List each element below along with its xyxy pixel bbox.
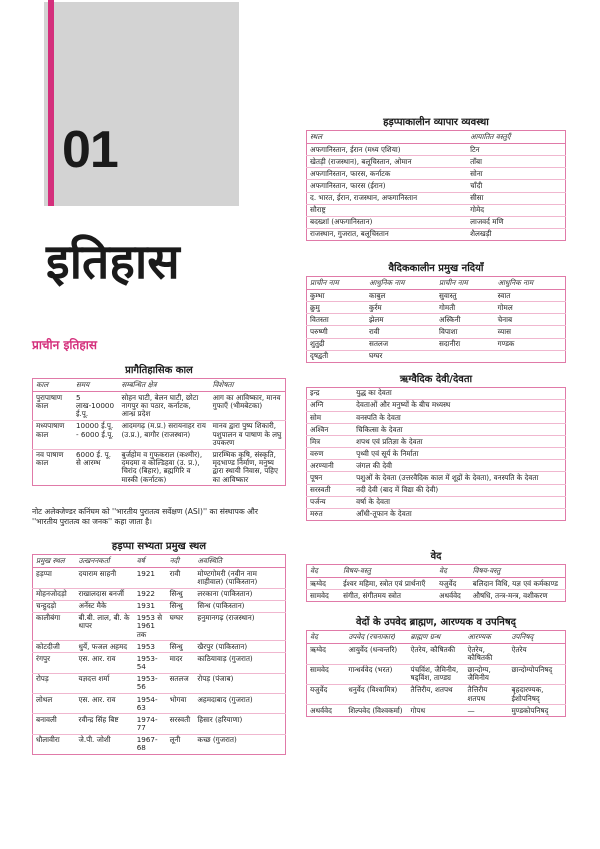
table-cell: विपाशा xyxy=(436,326,495,338)
table-cell: चाँदी xyxy=(467,180,565,192)
table-cell: धनुर्वेद (विश्वामित्र) xyxy=(345,684,407,704)
table-row xyxy=(307,168,566,180)
table-cell: बी.बी. लाल, बी. के थापर xyxy=(76,612,134,641)
table-header-row xyxy=(307,631,566,644)
table-row xyxy=(307,192,566,204)
harappan-sites-table xyxy=(32,538,286,755)
table-row xyxy=(307,350,566,362)
table-cell: खैरपुर (पाकिस्तान) xyxy=(194,641,285,653)
table-cell: स्वात xyxy=(495,290,566,302)
table-cell: लोथल xyxy=(33,694,76,714)
table-title: हड़प्पाकालीन व्यापार व्यवस्था xyxy=(383,117,489,128)
table-row xyxy=(307,400,566,412)
table-cell: गोपथ xyxy=(410,705,426,715)
table-cell: धौलावीरा xyxy=(36,735,60,745)
table-cell: पुरापाषाण काल xyxy=(33,392,73,421)
table-cell: आँधी-तूफान के देवता xyxy=(356,509,412,519)
table-cell: हिसार (हरियाणा) xyxy=(194,714,285,734)
table-row xyxy=(307,472,566,484)
table-cell: कच्छ (गुजरात) xyxy=(197,735,237,745)
table-row xyxy=(33,588,286,600)
table-cell: संगीत, संगीतमय स्त्रोत xyxy=(343,590,401,600)
table-cell: सोम xyxy=(307,412,354,424)
table-cell: मोण्टगोमरी (नवीन नाम शाहीवाल) (पाकिस्तान) xyxy=(194,568,285,588)
table-cell: हड़प्पा xyxy=(33,568,76,588)
table-cell: तैत्तिरीय, शतपथ xyxy=(408,684,465,704)
column-header: काल xyxy=(33,379,73,392)
vedas-table xyxy=(306,548,566,602)
table-cell: सतलज xyxy=(366,338,436,350)
table-cell: कुम्भा xyxy=(307,290,366,302)
table-cell: अथर्ववेद xyxy=(310,705,332,715)
table-title: हड़प्पा सभ्यता प्रमुख स्थल xyxy=(111,541,207,552)
table-cell: घग्घर xyxy=(368,350,383,360)
table-cell: नव पाषाण काल xyxy=(36,449,64,468)
chapter-accent-bar xyxy=(48,0,54,206)
harappan-trade-table xyxy=(306,114,566,241)
table-cell: गोमल xyxy=(495,302,566,314)
table-cell: इन्द्र xyxy=(307,388,354,400)
table-row xyxy=(307,496,566,508)
column-header: वेद xyxy=(307,631,346,644)
table-cell: यज्ञदत्त शर्मा xyxy=(76,673,134,693)
table-cell: औषधि, तन्त्र-मन्त्र, वशीकरण xyxy=(472,590,548,600)
note-text: नोट अलेक्जेण्डर कनिंघम को ''भारतीय पुरातत्व सर्वेक्षण (ASI)'' का संस्थापक और ''भारतीय पुरातत्व का जनक'' कहा जाता है। xyxy=(32,507,258,526)
table-header-row xyxy=(307,131,566,144)
table-cell: पर्जन्य xyxy=(307,496,354,508)
table-cell: शुतुद्री xyxy=(307,338,366,350)
table-cell: गोमेद xyxy=(467,204,565,216)
table-cell: कोटदीजी xyxy=(33,641,76,653)
table-cell: 1953-54 xyxy=(134,653,167,673)
table-cell: सदानीरा xyxy=(436,338,495,350)
table-cell: अफगानिस्तान, फारस (ईरान) xyxy=(307,180,468,192)
table-cell: मानव द्वारा पुष्प शिकारी, पशुपालन व पाषाण के लघु उपकरण xyxy=(210,420,286,449)
column-header: स्थल xyxy=(307,131,468,144)
table-cell: दृषद्वती xyxy=(310,350,329,360)
table-title: ऋग्वैदिक देवी/देवता xyxy=(399,374,473,385)
table-row xyxy=(307,314,566,326)
column-header: वेद xyxy=(436,565,470,578)
table-cell: अर्नेस्ट मैके xyxy=(76,600,134,612)
table-cell: ऐतरेय xyxy=(508,644,565,664)
table-cell: आयुर्वेद (धन्वन्तरि) xyxy=(345,644,407,664)
table-row xyxy=(33,694,286,714)
table-cell: लूनी xyxy=(169,735,181,745)
column-header: उपनिषद् xyxy=(508,631,565,644)
table-row xyxy=(307,436,566,448)
table-cell xyxy=(495,350,566,362)
table-row xyxy=(307,448,566,460)
table-cell: सिन्धु xyxy=(167,641,195,653)
column-header: आधुनिक नाम xyxy=(366,277,436,290)
table-cell: — xyxy=(467,705,475,715)
table-row xyxy=(307,424,566,436)
table-cell: 6000 ई. पू. से आरम्भ xyxy=(75,449,112,468)
table-cell: रोपड़ xyxy=(33,673,76,693)
table-cell: अथर्ववेद xyxy=(438,590,461,600)
column-header: समय xyxy=(73,379,119,392)
table-cell: देवताओं और मनुष्यों के बीच मध्यस्थ xyxy=(353,400,565,412)
table-row xyxy=(33,612,286,641)
column-header: विशेषता xyxy=(210,379,286,392)
table-row xyxy=(307,705,566,717)
table-row xyxy=(307,228,566,240)
table-cell: वर्षा के देवता xyxy=(353,496,565,508)
column-header: उपवेद (रचनाकार) xyxy=(345,631,407,644)
column-header: प्राचीन नाम xyxy=(307,277,366,290)
table-cell: ऋग्वेद xyxy=(307,578,341,590)
table-cell: 1953 से 1961 तक xyxy=(134,612,167,641)
table-cell: अग्नि xyxy=(307,400,354,412)
column-header: नदी xyxy=(167,555,195,568)
table-row xyxy=(307,216,566,228)
table-cell: व्यास xyxy=(495,326,566,338)
column-header: विषय-वस्तु xyxy=(340,565,436,578)
table-cell: प्रारम्भिक कृषि, संस्कृति, मृदभाण्ड निर्माण, मनुष्य द्वारा स्थायी निवास, पहिए का आविष्कार xyxy=(212,449,278,484)
table-cell: रवीन्द्र सिंह बिष्ट xyxy=(76,714,134,734)
table-cell xyxy=(436,350,495,362)
table-cell: द. भारत, ईरान, राजस्थान, अफगानिस्तान xyxy=(307,192,468,204)
table-cell: सोना xyxy=(467,168,565,180)
table-cell: रावी xyxy=(167,568,195,588)
table-row xyxy=(307,684,566,704)
table-cell: अफगानिस्तान, ईरान (मध्य एशिया) xyxy=(307,144,468,156)
table-cell: सिन्धु xyxy=(167,588,195,600)
chapter-number: 01 xyxy=(62,121,118,179)
table-row xyxy=(33,641,286,653)
table-cell: 1953-56 xyxy=(134,673,167,693)
table-row xyxy=(33,734,286,754)
table-row xyxy=(307,578,566,590)
column-header: वर्ष xyxy=(134,555,167,568)
table-cell: पूषन xyxy=(307,472,354,484)
table-row xyxy=(33,449,286,486)
table-cell: सीसा xyxy=(467,192,565,204)
table-cell: ईश्वर महिमा, स्त्रोत एवं प्रार्थनाएँ xyxy=(340,578,436,590)
table-cell: ऐतरेय, कौषितकी xyxy=(464,644,508,664)
table-row xyxy=(307,290,566,302)
chapter-title: इतिहास xyxy=(46,234,180,290)
table-cell: अफगानिस्तान, फारस, कर्नाटक xyxy=(307,168,468,180)
table-cell: आग का आविष्कार, मानव गुफाएँ (भीमबेटका) xyxy=(210,392,286,421)
table-cell: 1954-63 xyxy=(134,694,167,714)
rigvedic-deities-table xyxy=(306,371,566,521)
table-cell: गान्धर्ववेद (भरत) xyxy=(345,664,407,684)
table-cell: ऋग्वेद xyxy=(307,644,346,664)
table-cell: लरकाना (पाकिस्तान) xyxy=(194,588,285,600)
table-cell: रंगपुर xyxy=(33,653,76,673)
table-cell: बुर्जहोम व गुफकराल (कश्मीर), दमदमा व कोल्डिहवा (उ. प्र.), चिरांद (बिहार), ब्रह्मगिरि व मास्की (कर्नाटक) xyxy=(121,449,203,484)
table-cell: लाजवर्द मणि xyxy=(467,216,565,228)
table-cell: नदी देवी (बाद में विद्या की देवी) xyxy=(353,484,565,496)
table-cell: भोगवा xyxy=(167,694,195,714)
table-cell: मरुत xyxy=(310,509,323,519)
table-row xyxy=(307,326,566,338)
table-title: वेद xyxy=(430,551,442,562)
table-row xyxy=(307,156,566,168)
column-header: प्राचीन नाम xyxy=(436,277,495,290)
table-title: प्रागैतिहासिक काल xyxy=(125,365,193,376)
table-row xyxy=(33,568,286,588)
table-cell: गोमती xyxy=(436,302,495,314)
table-cell: काबुल xyxy=(366,290,436,302)
table-cell: यजुर्वेद xyxy=(307,684,346,704)
table-cell: सुवास्तु xyxy=(436,290,495,302)
column-header: आरण्यक xyxy=(464,631,508,644)
prehistoric-table xyxy=(32,362,286,486)
table-cell: मित्र xyxy=(307,436,354,448)
table-cell: वरुण xyxy=(307,448,354,460)
table-header-row xyxy=(33,379,286,392)
table-cell: आदमगढ़ (म.प्र.) सरायनाहर राय (उ.प्र.), बागौर (राजस्थान) xyxy=(119,420,210,449)
column-header: प्रमुख स्थल xyxy=(33,555,76,568)
table-cell: क्रुमु xyxy=(307,302,366,314)
table-cell: तैत्तिरीय शतपथ xyxy=(464,684,508,704)
table-cell: पंचविंश, जैमिनीय, षड्विंश, ताण्ड्य xyxy=(408,664,465,684)
table-row xyxy=(307,204,566,216)
table-cell: जे.पी. जोशी xyxy=(78,735,111,745)
table-cell: राजस्थान, गुजरात, बलूचिस्तान xyxy=(310,229,389,239)
table-row xyxy=(307,144,566,156)
table-cell: कालीबंगा xyxy=(33,612,76,641)
table-cell: टिन xyxy=(467,144,565,156)
column-header: अवस्थिति xyxy=(194,555,285,568)
table-row xyxy=(307,180,566,192)
table-cell: झेलम xyxy=(366,314,436,326)
table-cell: सोहन घाटी, बेलन घाटी, छोटा नागपुर का पठार, कर्नाटक, आन्ध्र प्रदेश xyxy=(119,392,210,421)
table-cell: वितस्ता xyxy=(307,314,366,326)
table-cell: खेतड़ी (राजस्थान), बलूचिस्तान, ओमान xyxy=(307,156,468,168)
table-cell: सिन्धु xyxy=(167,600,195,612)
table-cell: बृहदारण्यक, ईशोपनिषद् xyxy=(508,684,565,704)
table-row xyxy=(307,644,566,664)
table-cell: यजुर्वेद xyxy=(436,578,470,590)
table-cell: 1921 xyxy=(134,568,167,588)
table-row xyxy=(33,420,286,449)
table-header-row xyxy=(307,565,566,578)
table-cell: हनुमानगढ़ (राजस्थान) xyxy=(194,612,285,641)
table-cell: 1922 xyxy=(134,588,167,600)
table-cell: शिल्पवेद (विश्वकर्मा) xyxy=(348,705,403,715)
table-title: वैदिककालीन प्रमुख नदियाँ xyxy=(388,263,484,274)
table-cell: धुर्ये, फजल अहमद xyxy=(76,641,134,653)
table-cell: मुण्डकोपनिषद् xyxy=(511,705,549,715)
table-cell: बदख्शां (अफगानिस्तान) xyxy=(307,216,468,228)
table-cell: अश्विन xyxy=(307,424,354,436)
table-cell: शपथ एवं प्रतिज्ञा के देवता xyxy=(353,436,565,448)
column-header: ब्राह्मण ग्रन्थ xyxy=(408,631,465,644)
column-header: आयातित वस्तुएँ xyxy=(467,131,565,144)
table-row xyxy=(33,673,286,693)
table-cell: रोपड़ (पंजाब) xyxy=(194,673,285,693)
table-cell: पशुओं के देवता (उत्तरवैदिक काल में शूद्रों के देवता), वनस्पति के देवता xyxy=(353,472,565,484)
table-cell: सतलज xyxy=(167,673,195,693)
table-cell: ऐतरेय, कौषितकी xyxy=(408,644,465,664)
table-row xyxy=(307,508,566,520)
table-row xyxy=(33,600,286,612)
table-row xyxy=(307,664,566,684)
table-cell: कुर्रम xyxy=(366,302,436,314)
table-cell: राखालदास बनर्जी xyxy=(76,588,134,600)
table-cell: 10000 ई.पू. - 6000 ई.पू. xyxy=(73,420,119,449)
table-cell: सिन्ध (पाकिस्तान) xyxy=(194,600,285,612)
table-row xyxy=(307,484,566,496)
table-cell: अहमदाबाद (गुजरात) xyxy=(194,694,285,714)
table-row xyxy=(307,590,566,602)
table-cell: गण्डक xyxy=(495,338,566,350)
table-cell: मध्यपाषाण काल xyxy=(33,420,73,449)
table-row xyxy=(307,338,566,350)
table-cell: युद्ध का देवता xyxy=(353,388,565,400)
table-cell: दयाराम साहनी xyxy=(76,568,134,588)
table-cell: काठियावाड़ (गुजरात) xyxy=(194,653,285,673)
table-cell: चन्हुदड़ो xyxy=(33,600,76,612)
table-cell: अरण्यानी xyxy=(307,460,354,472)
table-header-row xyxy=(307,277,566,290)
table-cell: 1974-77 xyxy=(134,714,167,734)
table-row xyxy=(307,388,566,400)
table-cell: 5 लाख-10000 ई.पू. xyxy=(73,392,119,421)
column-header: वेद xyxy=(307,565,341,578)
table-cell: बनावली xyxy=(33,714,76,734)
table-cell: पृथ्वी एवं सूर्य के निर्माता xyxy=(353,448,565,460)
table-cell: ताँबा xyxy=(467,156,565,168)
table-cell: मादर xyxy=(167,653,195,673)
table-row xyxy=(33,653,286,673)
column-header: आधुनिक नाम xyxy=(495,277,566,290)
table-cell: मोहनजोदड़ो xyxy=(33,588,76,600)
table-title: वेदों के उपवेद ब्राह्मण, आरण्यक व उपनिषद् xyxy=(356,617,516,628)
table-row xyxy=(33,392,286,421)
table-cell: 1953 xyxy=(134,641,167,653)
table-cell: अस्किनी xyxy=(436,314,495,326)
table-cell: छान्दोग्य, जैमिनीय xyxy=(464,664,508,684)
table-cell: सरस्वती xyxy=(167,714,195,734)
table-cell: एस. आर. राव xyxy=(76,694,134,714)
column-header: विषय-वस्तु xyxy=(470,565,566,578)
upavedas-table xyxy=(306,614,566,717)
table-row xyxy=(307,412,566,424)
table-row xyxy=(307,460,566,472)
vedic-rivers-table xyxy=(306,260,566,363)
column-header: सम्बन्धित क्षेत्र xyxy=(119,379,210,392)
table-header-row xyxy=(33,555,286,568)
table-cell: चेनाब xyxy=(495,314,566,326)
table-cell: चिकित्सा के देवता xyxy=(353,424,565,436)
table-cell: छान्दोग्योपनिषद् xyxy=(508,664,565,684)
column-header: उत्खननकर्ता xyxy=(76,555,134,568)
table-cell: एस. आर. राव xyxy=(76,653,134,673)
table-cell: सामवेद xyxy=(307,664,346,684)
table-row xyxy=(307,302,566,314)
section-heading: प्राचीन इतिहास xyxy=(32,338,97,352)
table-cell: 1967-68 xyxy=(136,735,158,753)
table-cell: 1931 xyxy=(134,600,167,612)
table-cell: सामवेद xyxy=(310,590,329,600)
table-cell: वनस्पति के देवता xyxy=(353,412,565,424)
table-cell: सौराष्ट्र xyxy=(307,204,468,216)
table-cell: शैलखड़ी xyxy=(470,229,492,239)
table-row xyxy=(33,714,286,734)
table-cell: परुष्णी xyxy=(307,326,366,338)
table-cell: रावी xyxy=(366,326,436,338)
table-cell: बलिदान विधि, यज्ञ एवं कर्मकाण्ड xyxy=(470,578,566,590)
table-cell: सरस्वती xyxy=(307,484,354,496)
table-cell: घग्घर xyxy=(167,612,195,641)
table-cell: जंगल की देवी xyxy=(353,460,565,472)
